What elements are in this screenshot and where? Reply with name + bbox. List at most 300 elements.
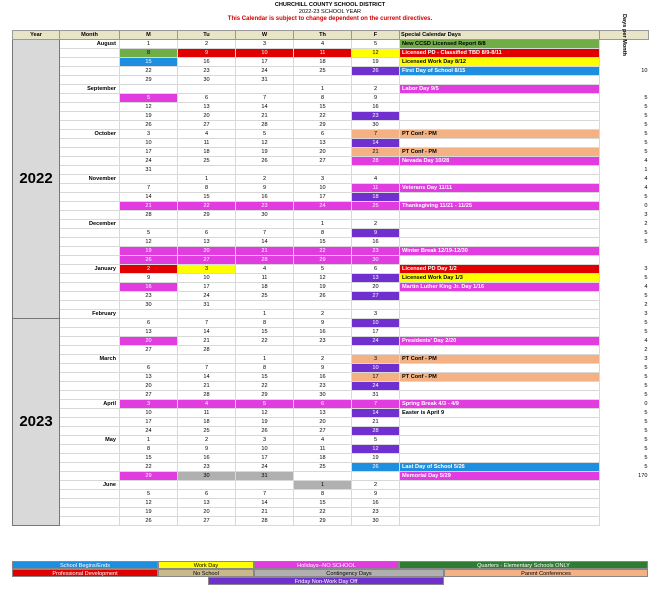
special-day-note (400, 490, 600, 499)
special-day-note (400, 508, 600, 517)
day-cell: 3 (352, 355, 400, 364)
month-label (60, 517, 120, 526)
day-cell: 7 (178, 319, 236, 328)
day-cell (352, 301, 400, 310)
special-day-note (400, 418, 600, 427)
day-cell: 26 (294, 292, 352, 301)
days-count: 5 (644, 122, 648, 128)
week-row (13, 481, 649, 490)
month-label: November (60, 175, 120, 184)
special-day-note (400, 76, 600, 85)
legend-item: No School (158, 569, 254, 577)
day-cell: 6 (178, 229, 236, 238)
day-cell: 19 (236, 148, 294, 157)
month-label (60, 94, 120, 103)
day-cell: 10 (120, 139, 178, 148)
day-cell: 21 (352, 148, 400, 157)
special-day-note: Martin Luther King Jr. Day 1/16 (400, 283, 600, 292)
day-cell: 3 (294, 175, 352, 184)
days-count: 5 (644, 365, 648, 371)
day-cell: 9 (294, 364, 352, 373)
day-cell: 24 (236, 463, 294, 472)
day-cell: 24 (178, 292, 236, 301)
days-count: 5 (644, 275, 648, 281)
month-label (60, 148, 120, 157)
day-cell: 5 (352, 40, 400, 49)
special-day-note (400, 499, 600, 508)
week-row (13, 76, 649, 85)
special-day-note: Presidents' Day 2/20 (400, 337, 600, 346)
day-cell: 27 (352, 292, 400, 301)
week-row (13, 193, 649, 202)
special-day-note (400, 139, 600, 148)
day-cell (236, 301, 294, 310)
days-count: 4 (644, 284, 648, 290)
days-count (600, 58, 649, 67)
week-row (13, 139, 649, 148)
special-day-note (400, 211, 600, 220)
week-row (13, 202, 649, 211)
day-cell: 30 (120, 301, 178, 310)
month-label (60, 247, 120, 256)
day-cell: 8 (294, 229, 352, 238)
day-cell: 3 (120, 130, 178, 139)
day-cell (178, 85, 236, 94)
days-count: 3 (644, 266, 648, 272)
special-day-note (400, 229, 600, 238)
legend-item: Contingency Days (254, 569, 444, 577)
day-cell: 9 (352, 229, 400, 238)
day-cell: 5 (236, 400, 294, 409)
day-cell (294, 346, 352, 355)
month-label: August (60, 40, 120, 49)
day-cell: 31 (352, 391, 400, 400)
special-day-note: Winter Break 12/19-12/30 (400, 247, 600, 256)
month-label: October (60, 130, 120, 139)
day-cell: 20 (294, 418, 352, 427)
day-cell: 11 (236, 274, 294, 283)
special-day-note (400, 166, 600, 175)
day-cell: 6 (294, 400, 352, 409)
days-count: 5 (644, 419, 648, 425)
month-label (60, 67, 120, 76)
day-cell: 13 (352, 274, 400, 283)
day-cell: 7 (352, 400, 400, 409)
days-count: 4 (644, 158, 648, 164)
day-cell: 20 (178, 247, 236, 256)
day-cell (120, 220, 178, 229)
special-day-note: First Day of School 8/15 (400, 67, 600, 76)
day-cell: 7 (236, 229, 294, 238)
day-cell (236, 85, 294, 94)
days-count: 5 (644, 329, 648, 335)
week-row (13, 283, 649, 292)
month-label (60, 274, 120, 283)
day-cell (120, 175, 178, 184)
day-cell: 21 (236, 112, 294, 121)
day-cell: 5 (120, 229, 178, 238)
days-count: 4 (644, 176, 648, 182)
day-cell: 22 (294, 112, 352, 121)
month-label (60, 256, 120, 265)
day-cell: 29 (120, 76, 178, 85)
day-cell: 12 (120, 499, 178, 508)
week-row (13, 247, 649, 256)
week-row (13, 436, 649, 445)
day-cell: 25 (294, 463, 352, 472)
day-cell: 14 (236, 499, 294, 508)
day-cell: 18 (352, 193, 400, 202)
day-cell: 10 (236, 49, 294, 58)
day-cell: 7 (178, 364, 236, 373)
legend-spacer (12, 577, 208, 585)
days-count: 5 (644, 320, 648, 326)
day-cell: 14 (178, 373, 236, 382)
special-day-note (400, 445, 600, 454)
day-cell: 18 (294, 58, 352, 67)
day-cell (120, 355, 178, 364)
week-row (13, 265, 649, 274)
day-cell: 26 (352, 67, 400, 76)
day-cell: 17 (236, 58, 294, 67)
month-label (60, 364, 120, 373)
day-cell: 10 (352, 364, 400, 373)
month-label (60, 76, 120, 85)
day-cell: 26 (120, 517, 178, 526)
week-row (13, 490, 649, 499)
day-cell: 28 (120, 211, 178, 220)
month-label (60, 427, 120, 436)
days-count: 170 (638, 473, 648, 479)
day-cell: 5 (120, 490, 178, 499)
days-count: 5 (644, 95, 648, 101)
special-day-note: Labor Day 9/5 (400, 85, 600, 94)
week-row (13, 49, 649, 58)
month-label: January (60, 265, 120, 274)
day-cell: 16 (352, 103, 400, 112)
legend-row-3 (12, 577, 648, 585)
day-cell: 26 (352, 463, 400, 472)
days-count: 1 (644, 167, 648, 173)
week-row (13, 409, 649, 418)
day-cell: 6 (178, 94, 236, 103)
day-cell: 9 (236, 184, 294, 193)
day-cell: 8 (120, 445, 178, 454)
day-cell (294, 211, 352, 220)
day-cell: 29 (294, 256, 352, 265)
month-label (60, 337, 120, 346)
day-cell: 27 (120, 346, 178, 355)
special-day-note: Licensed PD - Classified TBD 8/9-8/11 (400, 49, 600, 58)
day-cell: 2 (294, 355, 352, 364)
day-cell: 4 (352, 175, 400, 184)
day-cell: 28 (352, 427, 400, 436)
days-count: 5 (644, 293, 648, 299)
day-cell: 19 (236, 418, 294, 427)
day-cell: 23 (178, 463, 236, 472)
day-cell: 12 (120, 238, 178, 247)
day-cell: 20 (120, 382, 178, 391)
day-cell: 13 (178, 499, 236, 508)
days-count: 5 (644, 464, 648, 470)
day-cell: 23 (294, 337, 352, 346)
special-day-note (400, 112, 600, 121)
days-count: 5 (644, 437, 648, 443)
day-cell: 27 (178, 517, 236, 526)
day-cell: 16 (352, 238, 400, 247)
day-cell: 23 (352, 112, 400, 121)
day-cell: 8 (294, 490, 352, 499)
month-label (60, 58, 120, 67)
week-row (13, 463, 649, 472)
day-cell: 22 (236, 337, 294, 346)
legend-item: School Begins/Ends (12, 561, 158, 569)
day-cell: 23 (120, 292, 178, 301)
day-cell (352, 472, 400, 481)
day-cell: 10 (352, 319, 400, 328)
week-row (13, 400, 649, 409)
day-cell (178, 481, 236, 490)
month-label (60, 238, 120, 247)
day-cell: 11 (352, 184, 400, 193)
day-cell: 22 (178, 202, 236, 211)
day-cell (120, 481, 178, 490)
calendar-notice: This Calendar is subject to change dependent on the current directives. (227, 16, 433, 22)
day-cell: 17 (294, 193, 352, 202)
special-day-note (400, 238, 600, 247)
day-cell (120, 310, 178, 319)
col-tue: Tu (178, 31, 236, 40)
day-cell: 12 (294, 274, 352, 283)
day-cell: 14 (120, 193, 178, 202)
special-day-note (400, 310, 600, 319)
month-label: May (60, 436, 120, 445)
special-day-note (400, 175, 600, 184)
day-cell: 29 (178, 211, 236, 220)
week-row (13, 373, 649, 382)
day-cell: 20 (294, 148, 352, 157)
day-cell (236, 481, 294, 490)
day-cell: 5 (120, 94, 178, 103)
day-cell: 7 (236, 94, 294, 103)
day-cell: 13 (120, 328, 178, 337)
days-count: 3 (644, 311, 648, 317)
week-row (13, 166, 649, 175)
special-day-note: Licensed Work Day 8/12 (400, 58, 600, 67)
special-day-note (400, 94, 600, 103)
day-cell: 30 (352, 121, 400, 130)
special-day-note (400, 454, 600, 463)
special-day-note: Last Day of School 5/26 (400, 463, 600, 472)
week-row (13, 130, 649, 139)
day-cell: 26 (236, 427, 294, 436)
special-day-note (400, 121, 600, 130)
day-cell: 1 (120, 436, 178, 445)
day-cell: 20 (352, 283, 400, 292)
day-cell: 17 (120, 148, 178, 157)
days-count: 5 (644, 113, 648, 119)
week-row (13, 256, 649, 265)
week-row (13, 274, 649, 283)
month-label (60, 103, 120, 112)
week-row (13, 40, 649, 49)
day-cell: 26 (120, 121, 178, 130)
day-cell: 17 (120, 418, 178, 427)
day-cell: 14 (352, 139, 400, 148)
day-cell: 11 (178, 139, 236, 148)
week-row (13, 238, 649, 247)
day-cell: 28 (236, 121, 294, 130)
day-cell: 14 (236, 103, 294, 112)
day-cell: 21 (178, 337, 236, 346)
day-cell: 1 (178, 175, 236, 184)
month-label: September (60, 85, 120, 94)
month-label (60, 373, 120, 382)
day-cell: 15 (236, 373, 294, 382)
day-cell: 25 (352, 202, 400, 211)
day-cell: 6 (120, 319, 178, 328)
day-cell: 30 (178, 76, 236, 85)
week-row (13, 427, 649, 436)
day-cell: 17 (178, 283, 236, 292)
day-cell: 30 (352, 517, 400, 526)
day-cell: 18 (294, 454, 352, 463)
day-cell: 10 (236, 445, 294, 454)
special-day-note: Veterans Day 11/11 (400, 184, 600, 193)
week-row (13, 445, 649, 454)
year-label: 2022 (13, 40, 60, 319)
week-row (13, 292, 649, 301)
days-count (600, 85, 649, 94)
month-label (60, 445, 120, 454)
day-cell: 25 (178, 157, 236, 166)
day-cell: 2 (294, 310, 352, 319)
days-count: 5 (644, 230, 648, 236)
month-label (60, 139, 120, 148)
day-cell: 8 (236, 319, 294, 328)
week-row (13, 211, 649, 220)
day-cell: 16 (120, 283, 178, 292)
day-cell: 14 (352, 409, 400, 418)
week-row (13, 319, 649, 328)
special-day-note: Memorial Day 5/29 (400, 472, 600, 481)
day-cell: 23 (352, 508, 400, 517)
special-day-note: PT Conf - PM (400, 355, 600, 364)
legend-item: Quarters - Elementary Schools ONLY (399, 561, 648, 569)
days-count: 3 (644, 212, 648, 218)
day-cell: 10 (178, 274, 236, 283)
days-count: 5 (644, 131, 648, 137)
day-cell: 23 (294, 382, 352, 391)
month-label: March (60, 355, 120, 364)
day-cell: 27 (120, 391, 178, 400)
day-cell (352, 166, 400, 175)
days-count: 5 (644, 455, 648, 461)
week-row (13, 301, 649, 310)
day-cell (178, 166, 236, 175)
month-label (60, 121, 120, 130)
month-label (60, 211, 120, 220)
day-cell: 11 (294, 49, 352, 58)
day-cell: 5 (236, 130, 294, 139)
day-cell: 3 (236, 436, 294, 445)
col-wed: W (236, 31, 294, 40)
day-cell: 21 (236, 247, 294, 256)
col-month: Month (60, 31, 120, 40)
day-cell: 1 (236, 310, 294, 319)
day-cell: 28 (236, 517, 294, 526)
special-day-note (400, 436, 600, 445)
day-cell: 2 (352, 481, 400, 490)
day-cell: 16 (178, 454, 236, 463)
month-label (60, 301, 120, 310)
days-count: 10 (641, 68, 648, 74)
days-count: 2 (644, 302, 648, 308)
day-cell: 2 (120, 265, 178, 274)
special-day-note (400, 103, 600, 112)
day-cell: 22 (236, 382, 294, 391)
month-label (60, 508, 120, 517)
day-cell: 4 (294, 40, 352, 49)
month-label (60, 283, 120, 292)
days-count: 5 (644, 446, 648, 452)
day-cell: 1 (294, 481, 352, 490)
legend-row-2 (12, 569, 648, 577)
day-cell: 4 (178, 400, 236, 409)
day-cell (178, 355, 236, 364)
days-count (600, 247, 649, 256)
day-cell: 2 (352, 85, 400, 94)
special-day-note (400, 301, 600, 310)
days-count (600, 76, 649, 85)
day-cell: 26 (236, 157, 294, 166)
day-cell: 6 (178, 490, 236, 499)
days-count: 2 (644, 221, 648, 227)
day-cell: 9 (352, 94, 400, 103)
day-cell: 9 (352, 490, 400, 499)
day-cell: 3 (236, 40, 294, 49)
day-cell: 20 (178, 112, 236, 121)
special-day-note (400, 193, 600, 202)
special-day-note: Nevada Day 10/28 (400, 157, 600, 166)
day-cell: 3 (352, 310, 400, 319)
month-label (60, 229, 120, 238)
week-row (13, 184, 649, 193)
week-row (13, 157, 649, 166)
day-cell: 27 (294, 157, 352, 166)
week-row (13, 103, 649, 112)
day-cell: 22 (294, 247, 352, 256)
day-cell (352, 76, 400, 85)
day-cell: 3 (120, 400, 178, 409)
day-cell: 15 (294, 499, 352, 508)
day-cell: 31 (236, 76, 294, 85)
day-cell: 31 (236, 472, 294, 481)
special-day-note (400, 328, 600, 337)
special-day-note (400, 292, 600, 301)
legend-item: Friday Non-Work Day Off (208, 577, 444, 585)
day-cell: 24 (294, 202, 352, 211)
day-cell: 30 (294, 391, 352, 400)
day-cell: 31 (178, 301, 236, 310)
day-cell: 24 (236, 67, 294, 76)
special-day-note: Licensed PD Day 1/2 (400, 265, 600, 274)
week-row (13, 346, 649, 355)
day-cell: 25 (294, 67, 352, 76)
month-label (60, 490, 120, 499)
day-cell: 24 (352, 337, 400, 346)
week-row (13, 382, 649, 391)
